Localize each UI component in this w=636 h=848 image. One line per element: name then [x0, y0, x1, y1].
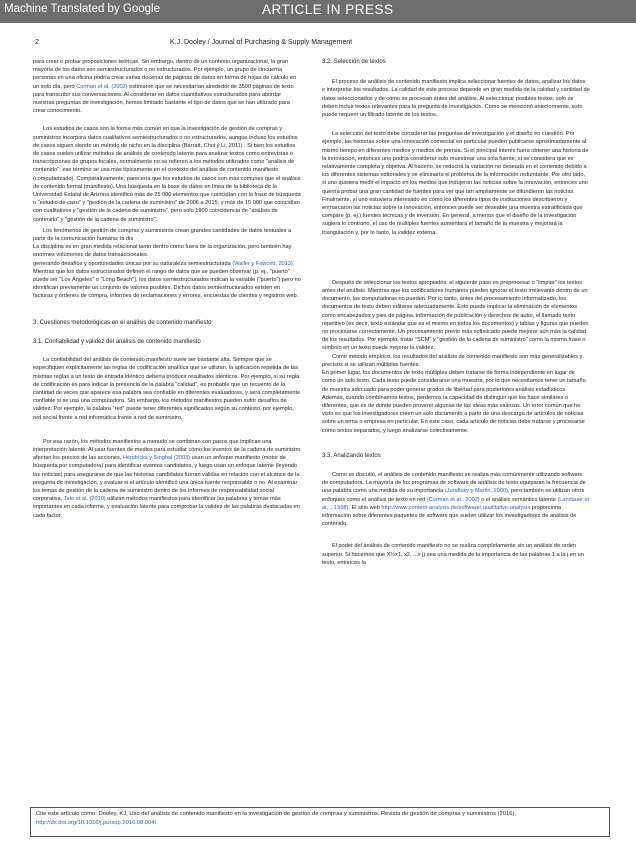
page-number: 2 — [35, 39, 39, 46]
subsection-heading: 3.3. Analizando textos — [322, 452, 381, 459]
paragraph: para crear o probar proposiciones teóricas. Sin embargo, dentro de un contexto organizacional, la gran mayoría de los datos son semiestructurados o no estructurados. Por ejemplo, un grupo de cincuenta personas en una oficina podría crear varias docenas de páginas de datos en forma de hojas de cálculo en un solo día, pero Corman et al. (2002) estimaron que se necesitarían alrededor de 3500 páginas de texto para transcribir sus conversaciones. Al considerar en datos cuantitativos estructurados para abordar nuestras preguntas de investigación, hemos limitado bastante el tipo de datos que se han utilizado para crear conocimiento. — [33, 59, 297, 115]
paragraph: Como método empírico, los resultados del análisis de contenido manifiesto son más generalizables y precisos si se utilizan múltiples fuentes. — [322, 353, 583, 368]
section-heading: 3. Cuestiones metodológicas en el análisis de contenido manifiesto — [33, 319, 212, 326]
web-link[interactable]: http://www.content-analysis.de/software/ qualitative-analysis — [381, 504, 531, 511]
right-column — [322, 58, 590, 567]
paragraph: Los fenómenos de gestión de compras y suministros crean grandes cantidades de datos textuales a partir de la comunicación humana: la dis — [33, 227, 292, 243]
journal-header: K.J. Dooley / Journal of Purchasing & Supply Management — [170, 39, 353, 46]
citation-link[interactable]: (Juraftsky y Martin, 2000) — [444, 488, 508, 495]
citation-link[interactable]: Tate et al. (2010) — [63, 496, 106, 503]
subsection-heading: 3.2. Selección de textos — [322, 59, 386, 65]
citation-link[interactable]: (Corman et al., 2002) — [426, 496, 480, 503]
paragraph: La disciplina es en gran medida relacional tanto dentro como fuera de la organización, pero también hay enormes volúmenes de datos transaccionales. — [33, 244, 292, 259]
paragraph: Después de seleccionar los textos apropiados, el siguiente paso es preprocesar o "limpiar" los textos antes del análisis. Mientras que los codificadores humanos pueden ignorar el texto irrelevante dentro de un documento, las computadoras no pueden. Por lo tanto, antes del procesamiento informatizado, los documentos de texto deben editarse adecuadamente. Esto puede implicar la eliminación de elementos como encabezados y pies de página, información de publicación y derechos de autor, el llamado texto repetitivo (es decir, texto estándar que es el mismo en todos los documentos) y tablas y figuras que pueden no procesarse correctamente. Un procesamiento previo más sofisticado puede mejorar aún más la calidad de los resultados. Por ejemplo, tratar "SCM" y "gestión de la cadena de suministro" como la misma frase o símbolo en un texto puede mejorar la validez. — [322, 279, 589, 352]
doi-link[interactable]: http://dx.doi.org/10.1016/j.pursup.2016.08.004i — [36, 820, 156, 826]
subsection-heading: 3.1. Confiabilidad y validez del análisis de contenido manifiesto — [33, 338, 201, 345]
paragraph: Mientras que los datos estructurados definen el rango de datos que se pueden observar (p. ej., "puerto" puede ser "Los Ángeles" o "Long Beach"), los datos semiestructurados indican la variable ("puerto") pero no identifican previamente un conjunto de valores posibles. Dichos datos semiestructurados existen en facturas y órdenes de compra, informes de reclamaciones y errores, encuestas de clientes y registros web. — [33, 268, 301, 300]
paragraph: En primer lugar, los documentos de texto múltiples deben tratarse de forma independiente en lugar de como un solo texto. Cada texto puede considerarse una muestra, por lo que necesitamos tener un tamaño de muestra adecuado para poder generar grados de libertad para posteriores análisis estadísticos. Además, cuando combinamos textos, perdemos la capacidad de distinguir qué los hace similares o diferentes, que es de donde pueden provenir algunas de las ideas más valiosas. Un error común que he visto es que los investigadores creen un solo documento a partir de una descarga de artículos de noticias sobre un tema o empresa en particular. En este caso, cada artículo de noticias debe tratarse y procesarse como textos separados, y luego analizarse colectivamente. — [322, 370, 586, 434]
paragraph: La confiabilidad del análisis de contenido manifiesto suele ser bastante alta. Siempre que se especifiquen explícitamente las reglas de codificación analítica que se utilizan, la aplicación repetida de las mismas reglas a un texto de entrada idéntico debería producir resultados idénticos. Por ejemplo, si su regla de codificación es para indicar la presencia de la palabra "calidad", es probable que un recuento de la cantidad de veces que aparece esa palabra sea confiable en diferentes evaluadores, y será completamente confiable si se usa una computadora. Sin embargo, los métodos manifiestos pueden sufrir desafíos de validez. Por ejemplo, la palabra "red" puede tener diferentes significados según su contexto, por ejemplo, red social frente a red informática frente a red de suministro. — [33, 357, 301, 421]
citation-link[interactable]: (Waller y Fawcett, 2013). — [232, 260, 295, 267]
citation-link[interactable]: Hendricks y Singhal (2003) — [122, 455, 191, 462]
paragraph: El poder del análisis de contenido manifiesto no se realiza completamente sin un análisis de orden superior. Si hacemos que X½x1, x2, ...x j) sea una medida de la importancia de las palabras 1 a la j en un texto, entonces la — [322, 543, 584, 566]
article-status: ARTICLE IN PRESS — [262, 2, 394, 17]
paragraph: Por esa razón, los métodos manifiestos a menudo se combinan con pasos que implican una interpretación latente. Al usar fuentes de medios para estudiar cómo los eventos de la cadena de suministro afectan los precios de las acciones, Hendricks y Singhal (2003) usan un enfoque manifiesto (motor de búsqueda por computadora) para identificar eventos candidatos, y luego usan un enfoque latente (leyendo las noticias) para asegurarse de que las historias candidatas fueran válidas en relación con el alcance de la pregunta de investigación, y evaluar si el artículo identificó una única fuente responsable o no. Al examinar los temas de gestión de la cadena de suministro dentro de los informes de responsabilidad social corporativa, Tate et al. (2010) utilizan métodos manifiestos para identificar las palabras y temas más importantes en cada informe, y evaluación latente para comprobar la validez de las palabras destacadas en cada factor. — [33, 438, 301, 519]
citation-text: Cite este artículo como: Dooley, KJ, Uso del análisis de contenido manifiesto en la investigación de gestión de compras y suministros. Revista de gestión de compras y suministros (2016), — [36, 811, 516, 817]
translation-banner — [0, 0, 636, 23]
citation-box — [30, 807, 610, 837]
left-column — [33, 58, 301, 520]
paragraph: La selección del texto debe considerar las preguntas de investigación y el diseño en cuestión. Por ejemplo, las historias sobre una innovación comercial en particular pueden publicarse aproximadamente al mismo tiempo en diferentes medios y medios de prensa. Si el principal interés fuera obtener una historia de la innovación, entonces uno podría considerar solo muestrear una sola fuente, si se considera que es relativamente completa y objetiva. Al hacerlo, se reducirá la variación no deseada en el contenido debido a los diferentes sistemas editoriales y se eliminaría el problema de la información redundante. Por otro lado, si uno quisiera medir el impacto en los medios que indujeron las noticias sobre la innovación, entonces uno querría probar una gran cantidad de fuentes para ver qué tan ampliamente se difundieron las noticias. Finalmente, si uno estuviera interesado en cómo los diferentes tipos de instituciones describieron y enmarcaron las noticias sobre la innovación, entonces puede ser deseable una muestra estratificada que compare (p. ej.) fuentes técnicas y de inversión. En general, a menos que el diseño de la investigación sugiera lo contrario, el uso de múltiples fuentes aumentará el tamaño de la muestra y mejorará la triangulación y, por lo tanto, la validez externa. — [322, 131, 589, 236]
translator-label: Machine Translated by Google — [4, 3, 160, 15]
citation-link[interactable]: Corman et al. (2002) — [76, 83, 128, 90]
paragraph: generando desafíos y oportunidades únicas por su naturaleza semiestructurada (Waller y Fawcett, 2013). — [33, 260, 295, 267]
paragraph: El proceso de análisis de contenido manifiesto implica seleccionar fuentes de datos, analizar los datos e interpretar los resultados. La calidad de este proceso depende en gran medida de la calidad y cantidad de datos seleccionados y de cómo se procesan antes del análisis. Al seleccionar posibles textos, solo se deben incluir textos relevantes para la pregunta de investigación. Como se mencionó anteriormente, esto puede requerir un filtrado latente de los textos. — [322, 79, 590, 119]
paragraph: Los estudios de casos son la forma más común en que la investigación de gestión de compras y suministros incorpora datos cualitativos semiestructurados o no estructurados, aunque incluso los estudios de casos siguen siendo un método de nicho en la disciplina (Barratt, Choi y Li, 2011) . Si bien los estudios de casos suelen utilizar métodos de análisis de contenido latente para analizar textos como entrevistas o transcripciones de grupos focales, normalmente no se refieren a los métodos utilizados como "análisis de contenido"; ese término se usa más típicamente en el contexto del análisis de contenido manifiesto (computarizado). Comparativamente, parecería que los estudios de casos son más comunes que el análisis de contenido formal (manifiesto). Una búsqueda en la base de datos en línea de la biblioteca de la Universidad Estatal de Arizona identificó más de 25 000 elementos que coincidían con la frase de búsqueda o "estudio de caso" y "gestión de la cadena de suministro" de 2006 a 2015, y más de 15 000 que coincidían con cualitativos y "gestión de la cadena de suministro", pero solo 1900 coincidencia de "análisis de contenido" y "gestión de la cadena de suministro". — [33, 126, 301, 223]
citation-link[interactable]: (Landauer et al. ., 1998). — [322, 496, 590, 511]
paragraph: Como se discutió, el análisis de contenido manifiesto se realiza más comúnmente utilizando software de computadora. La mayoría de los programas de software de análisis de texto equiparan la frecuencia de una palabra como una medida de su importancia (Juraftsky y Martin, 2000), pero también se utilizan otros enfoques como el análisis de texto en red (Corman et al., 2002) o el análisis semántico latente (Landauer et al. ., 1998). El sitio web http://www.content-analysis.de/software/ qualitative-analysis proporciona información sobre diferentes paquetes de software que suelen utilizar los investigadores de análisis de contenido. — [322, 471, 590, 528]
